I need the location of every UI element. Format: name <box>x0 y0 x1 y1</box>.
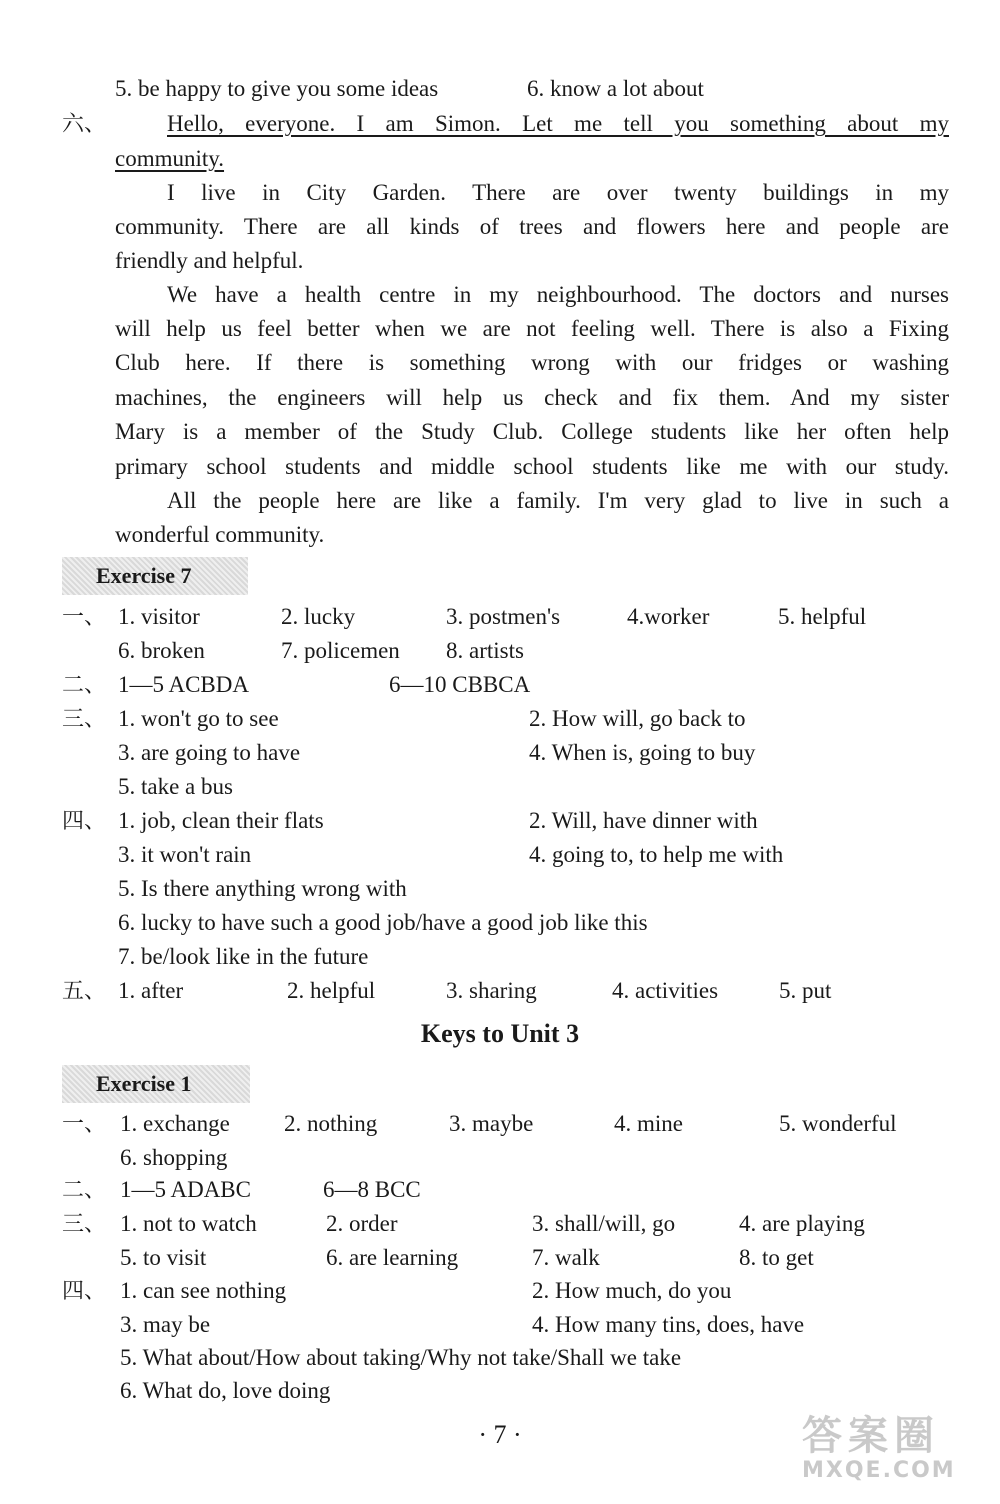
exercise-1-label: Exercise 1 <box>62 1065 250 1103</box>
ex7-marker-three: 三、 <box>62 707 107 732</box>
page-number: · 7 · <box>478 1420 522 1449</box>
ex7-one-item-7: 7. policemen <box>281 638 400 663</box>
ex7-four-item-6: 6. lucky to have such a good job/have a good job like this <box>118 910 648 935</box>
ex7-two-answers-b: 6—10 CBBCA <box>389 672 531 697</box>
ex7-four-item-7: 7. be/look like in the future <box>118 944 369 969</box>
passage-p2-line-5: Mary is a member of the Study Club. College students like her often help <box>115 419 949 444</box>
passage-p2-line-6: primary school students and middle school students like me with our study. <box>115 454 949 479</box>
passage-p3-line-1: All the people here are like a family. I'm very glad to live in such a <box>167 488 949 513</box>
ex7-four-item-4: 4. going to, to help me with <box>529 842 784 867</box>
ex1-four-item-2: 2. How much, do you <box>532 1278 732 1303</box>
ex1-two-answers-a: 1—5 ADABC <box>120 1177 251 1202</box>
ex7-four-item-1: 1. job, clean their flats <box>118 808 324 833</box>
ex7-marker-four: 四、 <box>62 809 107 834</box>
ex1-four-item-6: 6. What do, love doing <box>120 1378 331 1403</box>
ex1-one-item-4: 4. mine <box>614 1111 683 1136</box>
ex1-two-answers-b: 6—8 BCC <box>323 1177 421 1202</box>
ex1-marker-two: 二、 <box>62 1178 107 1203</box>
ex7-three-item-3: 3. are going to have <box>118 740 301 765</box>
ex1-four-item-5: 5. What about/How about taking/Why not take/Shall we take <box>120 1345 682 1370</box>
ex7-five-item-2: 2. helpful <box>287 978 376 1003</box>
ex1-three-item-7: 7. walk <box>532 1245 600 1270</box>
ex1-one-item-6: 6. shopping <box>120 1145 228 1170</box>
answer-6: 6. know a lot about <box>527 76 704 101</box>
ex1-three-item-4: 4. are playing <box>739 1211 865 1236</box>
ex7-one-item-2: 2. lucky <box>281 604 356 629</box>
ex7-three-item-1: 1. won't go to see <box>118 706 279 731</box>
ex1-three-item-2: 2. order <box>326 1211 398 1236</box>
ex7-five-item-3: 3. sharing <box>446 978 537 1003</box>
passage-p2-line-4: machines, the engineers will help us check and fix them. And my sister <box>115 385 949 410</box>
ex1-three-item-3: 3. shall/will, go <box>532 1211 676 1236</box>
passage-p1-line-1: I live in City Garden. There are over twenty buildings in my <box>167 180 949 205</box>
ex7-five-item-5: 5. put <box>779 978 832 1003</box>
ex1-marker-four: 四、 <box>62 1279 107 1304</box>
watermark-line-2: MXQE.COM <box>802 1458 956 1483</box>
ex7-one-item-5: 5. helpful <box>778 604 867 629</box>
answer-5: 5. be happy to give you some ideas <box>115 76 439 101</box>
ex7-five-item-4: 4. activities <box>612 978 719 1003</box>
ex1-three-item-1: 1. not to watch <box>120 1211 257 1236</box>
ex1-three-item-5: 5. to visit <box>120 1245 207 1270</box>
ex7-one-item-6: 6. broken <box>118 638 205 663</box>
ex7-four-item-2: 2. Will, have dinner with <box>529 808 758 833</box>
unit-heading: Keys to Unit 3 <box>420 1019 580 1048</box>
ex1-one-item-1: 1. exchange <box>120 1111 230 1136</box>
ex1-one-item-2: 2. nothing <box>284 1111 378 1136</box>
ex7-two-answers-a: 1—5 ACBDA <box>118 672 249 697</box>
ex7-one-item-4: 4.worker <box>627 604 710 629</box>
passage-p2-line-1: We have a health centre in my neighbourhood. The doctors and nurses <box>167 282 949 307</box>
ex7-one-item-1: 1. visitor <box>118 604 200 629</box>
passage-title-line-2: community. <box>115 146 225 171</box>
ex7-three-item-2: 2. How will, go back to <box>529 706 746 731</box>
ex1-marker-three: 三、 <box>62 1212 107 1237</box>
ex1-four-item-4: 4. How many tins, does, have <box>532 1312 805 1337</box>
watermark-line-1: 答案圈 <box>802 1413 940 1459</box>
passage-p2-line-2: will help us feel better when we are not feeling well. There is also a Fixing <box>115 316 949 341</box>
ex7-marker-two: 二、 <box>62 673 107 698</box>
passage-title-line-1: Hello, everyone. I am Simon. Let me tell you something about my <box>167 111 949 136</box>
section-marker-six: 六、 <box>62 112 107 137</box>
ex7-marker-one: 一、 <box>62 605 107 630</box>
ex1-one-item-5: 5. wonderful <box>779 1111 897 1136</box>
exercise-7-label: Exercise 7 <box>62 557 248 595</box>
watermark-logo <box>802 1414 992 1494</box>
ex7-one-item-8: 8. artists <box>446 638 524 663</box>
ex1-three-item-8: 8. to get <box>739 1245 814 1270</box>
ex1-four-item-3: 3. may be <box>120 1312 211 1337</box>
passage-p2-line-3: Club here. If there is something wrong with our fridges or washing <box>115 350 949 375</box>
ex7-three-item-5: 5. take a bus <box>118 774 233 799</box>
ex1-one-item-3: 3. maybe <box>449 1111 534 1136</box>
passage-p3-line-2: wonderful community. <box>115 522 325 547</box>
ex7-three-item-4: 4. When is, going to buy <box>529 740 756 765</box>
passage-p1-line-3: friendly and helpful. <box>115 248 304 273</box>
ex1-marker-one: 一、 <box>62 1112 107 1137</box>
ex7-five-item-1: 1. after <box>118 978 184 1003</box>
ex7-one-item-3: 3. postmen's <box>446 604 561 629</box>
ex7-four-item-3: 3. it won't rain <box>118 842 252 867</box>
ex1-three-item-6: 6. are learning <box>326 1245 459 1270</box>
ex7-four-item-5: 5. Is there anything wrong with <box>118 876 407 901</box>
passage-p1-line-2: community. There are all kinds of trees and flowers here and people are <box>115 214 949 239</box>
ex7-marker-five: 五、 <box>62 979 107 1004</box>
ex1-four-item-1: 1. can see nothing <box>120 1278 287 1303</box>
